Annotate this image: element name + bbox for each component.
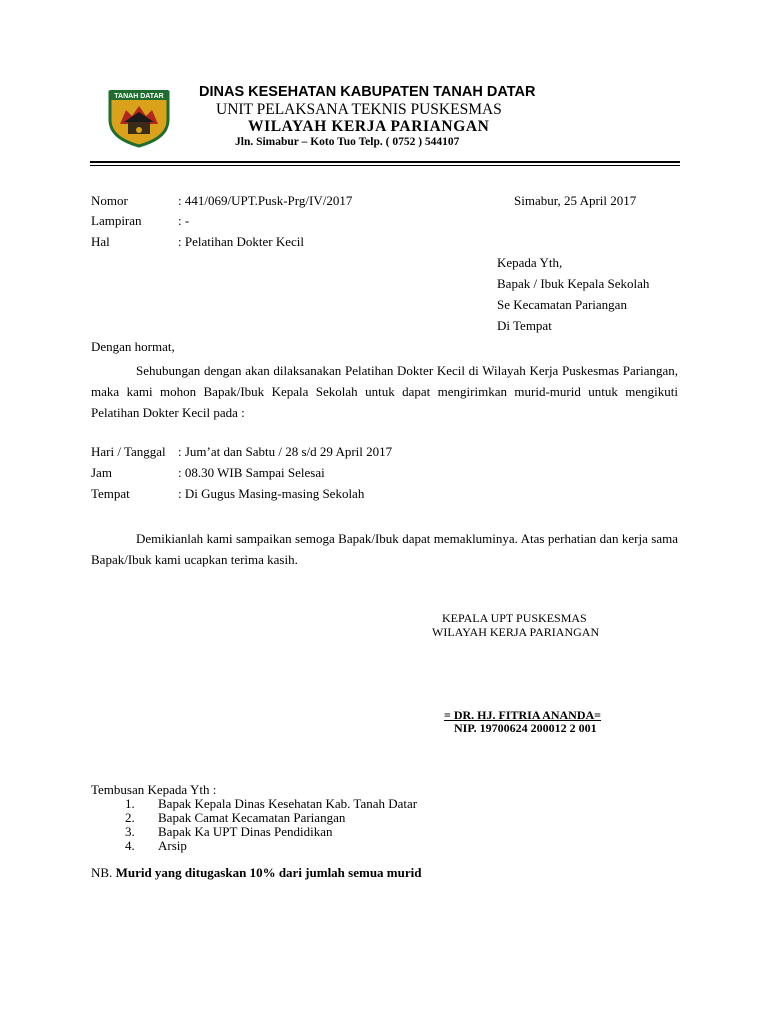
hal-value: : Pelatihan Dokter Kecil [178,234,304,249]
cc-item-number: 3. [125,824,135,839]
note-text: Murid yang ditugaskan 10% dari jumlah semua murid [115,865,422,880]
nomor-value: : 441/069/UPT.Pusk-Prg/IV/2017 [178,193,353,208]
lampiran-label: Lampiran [91,213,142,228]
nomor-label: Nomor [91,193,128,208]
recipient-line1: Kepada Yth, [497,255,563,270]
recipient-line4: Di Tempat [497,318,552,333]
schedule-value-time: : 08.30 WIB Sampai Selesai [178,465,325,480]
letterhead-line2: UNIT PELAKSANA TEKNIS PUSKESMAS [216,101,502,118]
letterhead-divider-thin [90,165,680,166]
cc-item-text: Bapak Kepala Dinas Kesehatan Kab. Tanah Datar [158,796,418,811]
recipient-line2: Bapak / Ibuk Kepala Sekolah [497,276,650,291]
letterhead-address: Jln. Simabur – Koto Tuo Telp. ( 0752 ) 544107 [235,136,460,148]
recipient-line3: Se Kecamatan Pariangan [497,297,627,312]
logo-text: TANAH DATAR [114,93,164,100]
letter-date: Simabur, 25 April 2017 [514,193,637,208]
signature-title-1: KEPALA UPT PUSKESMAS [442,611,587,625]
signature-name: = DR. HJ. FITRIA ANANDA= [444,708,602,722]
signature-nip: NIP. 19700624 200012 2 001 [454,721,597,735]
letterhead-line1: DINAS KESEHATAN KABUPATEN TANAH DATAR [199,84,536,100]
cc-heading: Tembusan Kepada Yth : [91,782,217,797]
cc-item-text: Bapak Camat Kecamatan Pariangan [158,810,346,825]
hal-label: Hal [91,234,110,249]
cc-item-text: Arsip [158,838,187,853]
body-paragraph-1: Sehubungan dengan akan dilaksanakan Pelatihan Dokter Kecil di Wilayah Kerja Puskesmas Pariangan, maka kami mohon Bapak/Ibuk Kepala Sekolah untuk dapat mengirimkan murid-murid untuk mengikuti Pelatihan Dokter Kecil pada : [91,363,678,420]
letterhead-line3: WILAYAH KERJA PARIANGAN [248,118,490,135]
schedule-label-time: Jam [91,465,112,480]
letterhead-divider-thick [90,161,680,163]
schedule-value-day: : Jum’at dan Sabtu / 28 s/d 29 April 2017 [178,444,393,459]
note [91,865,421,881]
cc-item-number: 1. [125,796,135,811]
lampiran-value: : - [178,213,190,228]
greeting: Dengan hormat, [91,339,175,354]
cc-item-number: 2. [125,810,135,825]
note-prefix: NB. [91,865,113,880]
schedule-label-place: Tempat [91,486,130,501]
cc-item-text: Bapak Ka UPT Dinas Pendidikan [158,824,333,839]
body-paragraph-2: Demikianlah kami sampaikan semoga Bapak/Ibuk dapat memakluminya. Atas perhatian dan kerja sama Bapak/Ibuk kami ucapkan terima kasih. [91,531,678,567]
tanah-datar-logo [106,86,172,148]
signature-title-2: WILAYAH KERJA PARIANGAN [432,625,600,639]
schedule-value-place: : Di Gugus Masing-masing Sekolah [178,486,365,501]
cc-item-number: 4. [125,838,135,853]
schedule-label-day: Hari / Tanggal [91,444,166,459]
